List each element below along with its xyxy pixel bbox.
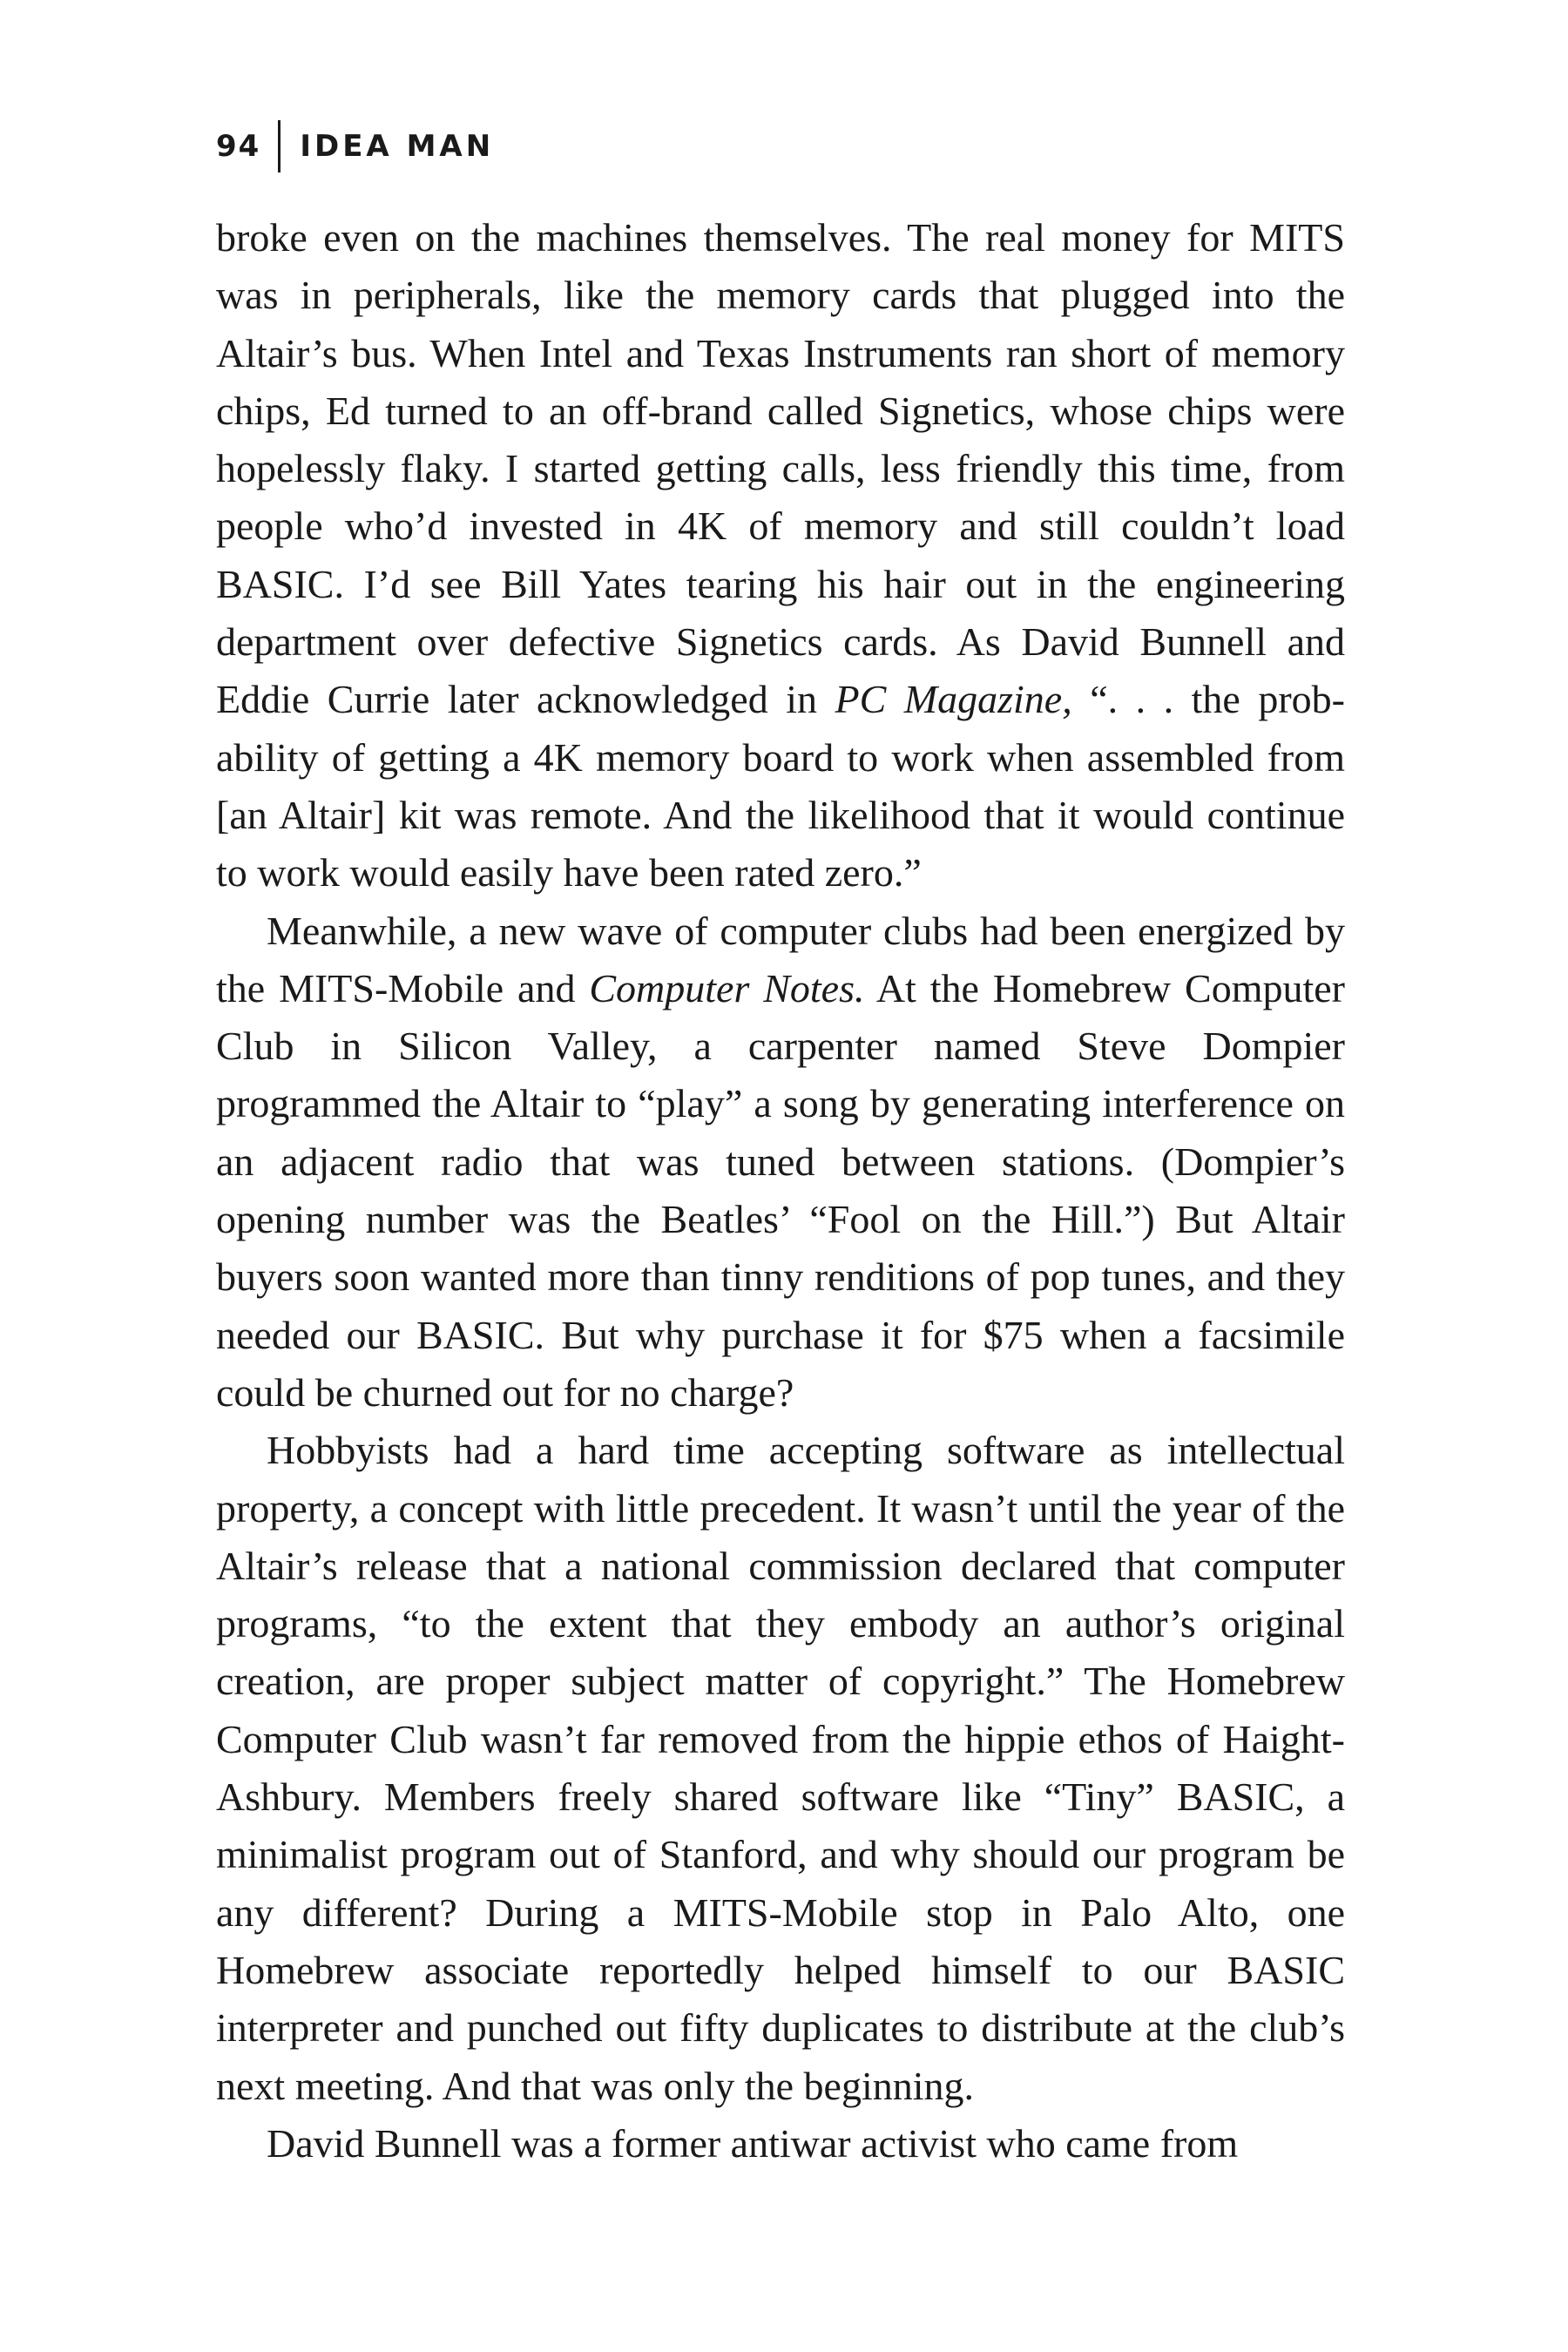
paragraph-2-text-b: At the Homebrew Computer Club in Silicon Valley, a carpenter named Steve Dompier programmed the Altair to “play” a song by generating interference on an adjacent radio that was tuned between stations. (Dompier’s opening number was the Beatles’ “Fool on the Hill.”) But Altair buyers soon wanted more than tinny renditions of pop tunes, and they needed our BASIC. But why purchase it for $75 when a facsimile could be churned out for no charge? xyxy=(216,965,1346,1415)
paragraph-1-italic-pc-magazine: PC Magazine, xyxy=(835,677,1072,722)
paragraph-2 xyxy=(216,902,1345,1423)
paragraph-4 xyxy=(216,2115,1345,2173)
paragraph-2-text-a: Meanwhile, a new wave of computer clubs had been energized by the MITS-Mobile and xyxy=(216,908,1345,1010)
paragraph-3-text: Hobbyists had a hard time accepting software as intellectual property, a concept with little precedent. It wasn’t until the year of the Altair’s release that a national commission declared that computer programs, “to the extent that they embody an author’s original creation, are proper subject matter of copyright.” The Homebrew Computer Club wasn’t far removed from the hippie ethos of Haight-Ashbury. Members freely shared software like “Tiny” BASIC, a minimalist program out of Stanford, and why should our program be any different? During a MITS-Mobile stop in Palo Alto, one Homebrew associate reportedly helped himself to our BASIC interpreter and punched out fifty duplicates to distribute at the club’s next meeting. And that was only the beginning. xyxy=(216,1428,1345,2108)
paragraph-1-text-a: broke even on the machines themselves. The real money for MITS was in peripherals, like the memory cards that plugged into the Altair’s bus. When Intel and Texas Instruments ran short of memory chips, Ed turned to an off-brand called Signetics, whose chips were hopelessly flaky. I started getting calls, less friendly this time, from people who’d invested in 4K of memory and still couldn’t load BASIC. I’d see Bill Yates tearing his hair out in the engineering department over defective Signetics cards. As David Bunnell and Eddie Currie later acknowledged in xyxy=(216,215,1345,722)
paragraph-1 xyxy=(216,209,1345,902)
header-divider xyxy=(278,120,280,172)
paragraph-1-text-b: “. . . the probability of getting a 4K memory board to work when assembled from [an Altair] kit was remote. And the likelihood that it would continue to work would easily have been rated zero.” xyxy=(216,677,1345,896)
body-text xyxy=(216,209,1345,2173)
running-title: IDEA MAN xyxy=(300,129,495,164)
paragraph-3 xyxy=(216,1422,1345,2115)
paragraph-4-text: David Bunnell was a former antiwar activist who came from xyxy=(267,2120,1239,2166)
paragraph-2-italic-computer-notes: Computer Notes. xyxy=(589,965,865,1010)
running-head xyxy=(216,120,494,172)
page-number: 94 xyxy=(216,129,261,164)
